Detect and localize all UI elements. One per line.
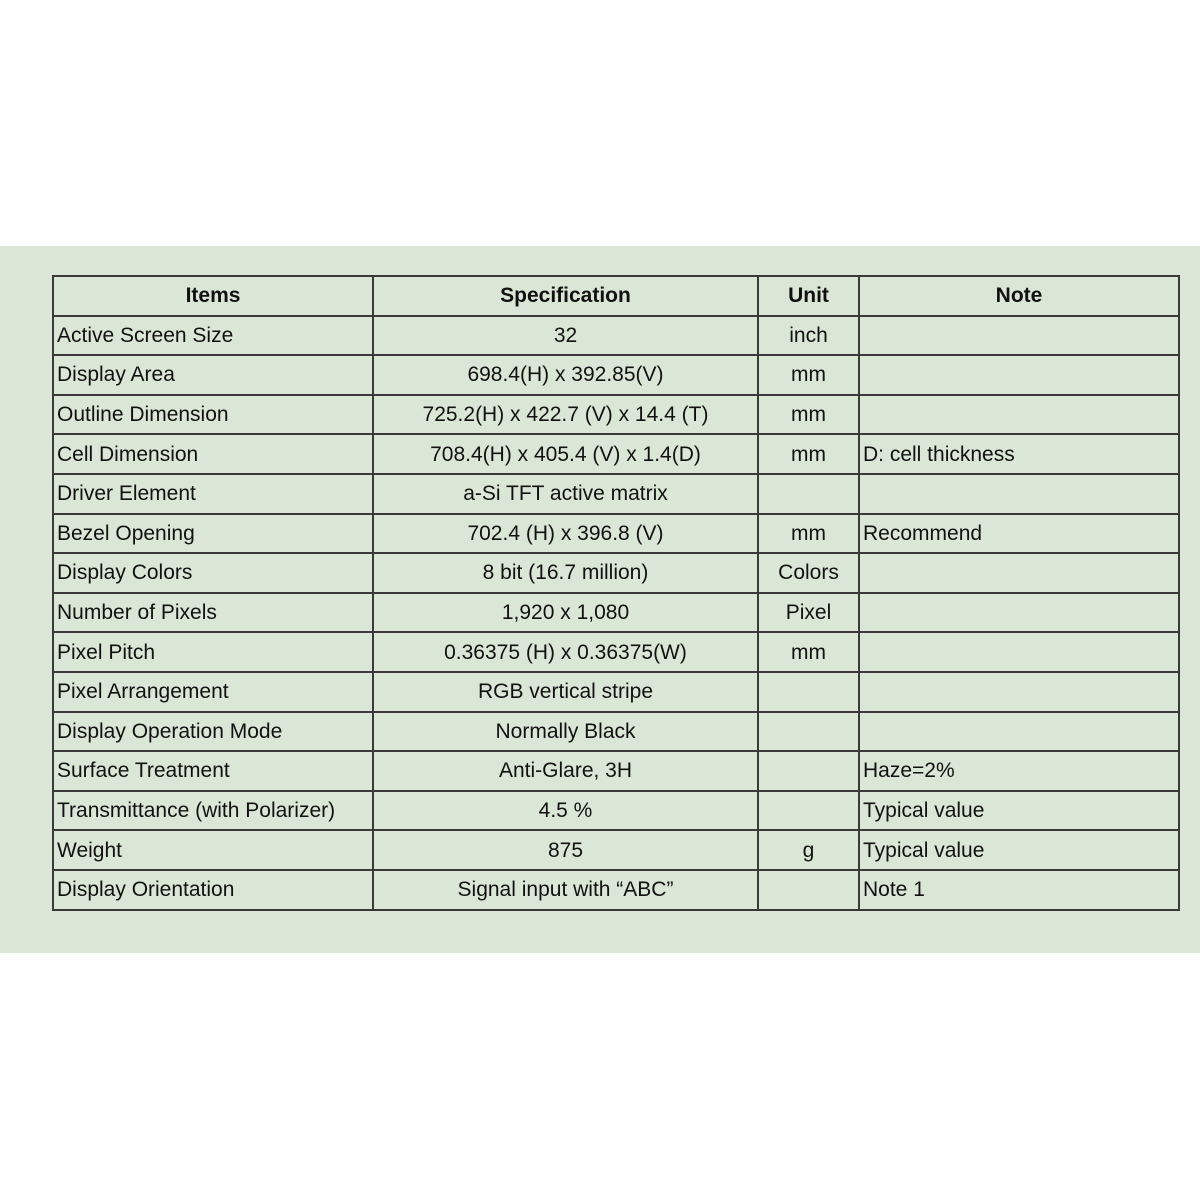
cell-specification: 1,920 x 1,080 (373, 593, 758, 633)
cell-note (859, 553, 1179, 593)
cell-item: Active Screen Size (53, 316, 373, 356)
cell-item: Display Operation Mode (53, 712, 373, 752)
cell-unit (758, 474, 859, 514)
cell-unit: inch (758, 316, 859, 356)
table-row (53, 355, 1179, 395)
table-row (53, 830, 1179, 870)
header-note: Note (859, 276, 1179, 316)
cell-note (859, 474, 1179, 514)
cell-specification: Signal input with “ABC” (373, 870, 758, 910)
cell-unit (758, 751, 859, 791)
cell-note: Recommend (859, 514, 1179, 554)
cell-note (859, 632, 1179, 672)
cell-unit (758, 712, 859, 752)
table-row (53, 474, 1179, 514)
cell-note: Note 1 (859, 870, 1179, 910)
table-row (53, 316, 1179, 356)
cell-note: Typical value (859, 830, 1179, 870)
cell-note (859, 593, 1179, 633)
spec-panel (0, 246, 1200, 953)
cell-unit: Pixel (758, 593, 859, 633)
cell-unit: mm (758, 514, 859, 554)
table-row (53, 751, 1179, 791)
cell-specification: 708.4(H) x 405.4 (V) x 1.4(D) (373, 434, 758, 474)
spec-table-body (53, 316, 1179, 910)
cell-unit: Colors (758, 553, 859, 593)
cell-specification: 32 (373, 316, 758, 356)
table-row (53, 514, 1179, 554)
cell-item: Display Orientation (53, 870, 373, 910)
cell-unit: mm (758, 434, 859, 474)
cell-note (859, 355, 1179, 395)
cell-specification: 702.4 (H) x 396.8 (V) (373, 514, 758, 554)
cell-unit (758, 870, 859, 910)
cell-item: Display Colors (53, 553, 373, 593)
cell-specification: 4.5 % (373, 791, 758, 831)
table-row (53, 553, 1179, 593)
cell-specification: 8 bit (16.7 million) (373, 553, 758, 593)
cell-item: Pixel Pitch (53, 632, 373, 672)
cell-note: Typical value (859, 791, 1179, 831)
cell-item: Bezel Opening (53, 514, 373, 554)
cell-item: Weight (53, 830, 373, 870)
cell-unit: mm (758, 395, 859, 435)
cell-item: Display Area (53, 355, 373, 395)
cell-item: Pixel Arrangement (53, 672, 373, 712)
cell-specification: a-Si TFT active matrix (373, 474, 758, 514)
cell-unit: mm (758, 355, 859, 395)
cell-unit (758, 672, 859, 712)
spec-table (52, 275, 1180, 911)
header-specification: Specification (373, 276, 758, 316)
table-row (53, 870, 1179, 910)
table-row (53, 672, 1179, 712)
table-row (53, 791, 1179, 831)
cell-specification: RGB vertical stripe (373, 672, 758, 712)
cell-note (859, 395, 1179, 435)
cell-specification: 698.4(H) x 392.85(V) (373, 355, 758, 395)
cell-specification: Anti-Glare, 3H (373, 751, 758, 791)
table-row (53, 395, 1179, 435)
cell-specification: 875 (373, 830, 758, 870)
cell-specification: Normally Black (373, 712, 758, 752)
cell-item: Transmittance (with Polarizer) (53, 791, 373, 831)
cell-unit: g (758, 830, 859, 870)
cell-unit (758, 791, 859, 831)
cell-item: Outline Dimension (53, 395, 373, 435)
header-items: Items (53, 276, 373, 316)
cell-unit: mm (758, 632, 859, 672)
table-row (53, 434, 1179, 474)
cell-note (859, 672, 1179, 712)
table-header-row (53, 276, 1179, 316)
cell-item: Number of Pixels (53, 593, 373, 633)
cell-note: D: cell thickness (859, 434, 1179, 474)
table-row (53, 632, 1179, 672)
table-row (53, 593, 1179, 633)
cell-item: Surface Treatment (53, 751, 373, 791)
cell-specification: 725.2(H) x 422.7 (V) x 14.4 (T) (373, 395, 758, 435)
cell-note (859, 712, 1179, 752)
cell-item: Driver Element (53, 474, 373, 514)
cell-note (859, 316, 1179, 356)
cell-item: Cell Dimension (53, 434, 373, 474)
table-row (53, 712, 1179, 752)
cell-note: Haze=2% (859, 751, 1179, 791)
cell-specification: 0.36375 (H) x 0.36375(W) (373, 632, 758, 672)
header-unit: Unit (758, 276, 859, 316)
